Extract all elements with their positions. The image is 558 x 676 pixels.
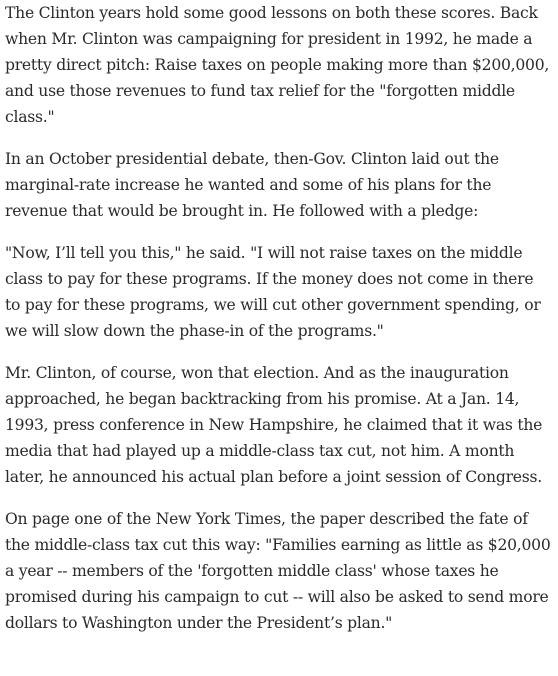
article-body — [5, 0, 553, 652]
paragraph-clinton-quote: "Now, I’ll tell you this," he said. "I will not raise taxes on the middle class to pay for these programs. If the money does not come in there to pay for these programs, we will cut other government spending, or we will slow down the phase-in of the programs." — [5, 244, 541, 340]
paragraph-election-backtracking: Mr. Clinton, of course, won that election. And as the inauguration approached, he began backtracking from his promise. At a Jan. 14, 1993, press conference in New Hampshire, he claimed that it was the media that had played up a middle-class tax cut, not him. A month later, he announced his actual plan before a joint session of Congress. — [5, 364, 543, 486]
paragraph-clinton-years: The Clinton years hold some good lessons on both these scores. Back when Mr. Clinton was campaigning for president in 1992, he made a pretty direct pitch: Raise taxes on people making more than $200,000, and use those revenues to fund tax relief for the "forgotten middle class." — [5, 4, 550, 126]
paragraph-october-debate: In an October presidential debate, then-Gov. Clinton laid out the marginal-rate increase he wanted and some of his plans for the revenue that would be brought in. He followed with a pledge: — [5, 150, 499, 220]
paragraph-new-york-times: On page one of the New York Times, the paper described the fate of the middle-class tax cut this way: "Families earning as little as $20,000 a year -- members of the 'forgotten middle class' whose taxes he promised during his campaign to cut -- will also be asked to send more dollars to Washington under the President’s plan." — [5, 510, 551, 632]
